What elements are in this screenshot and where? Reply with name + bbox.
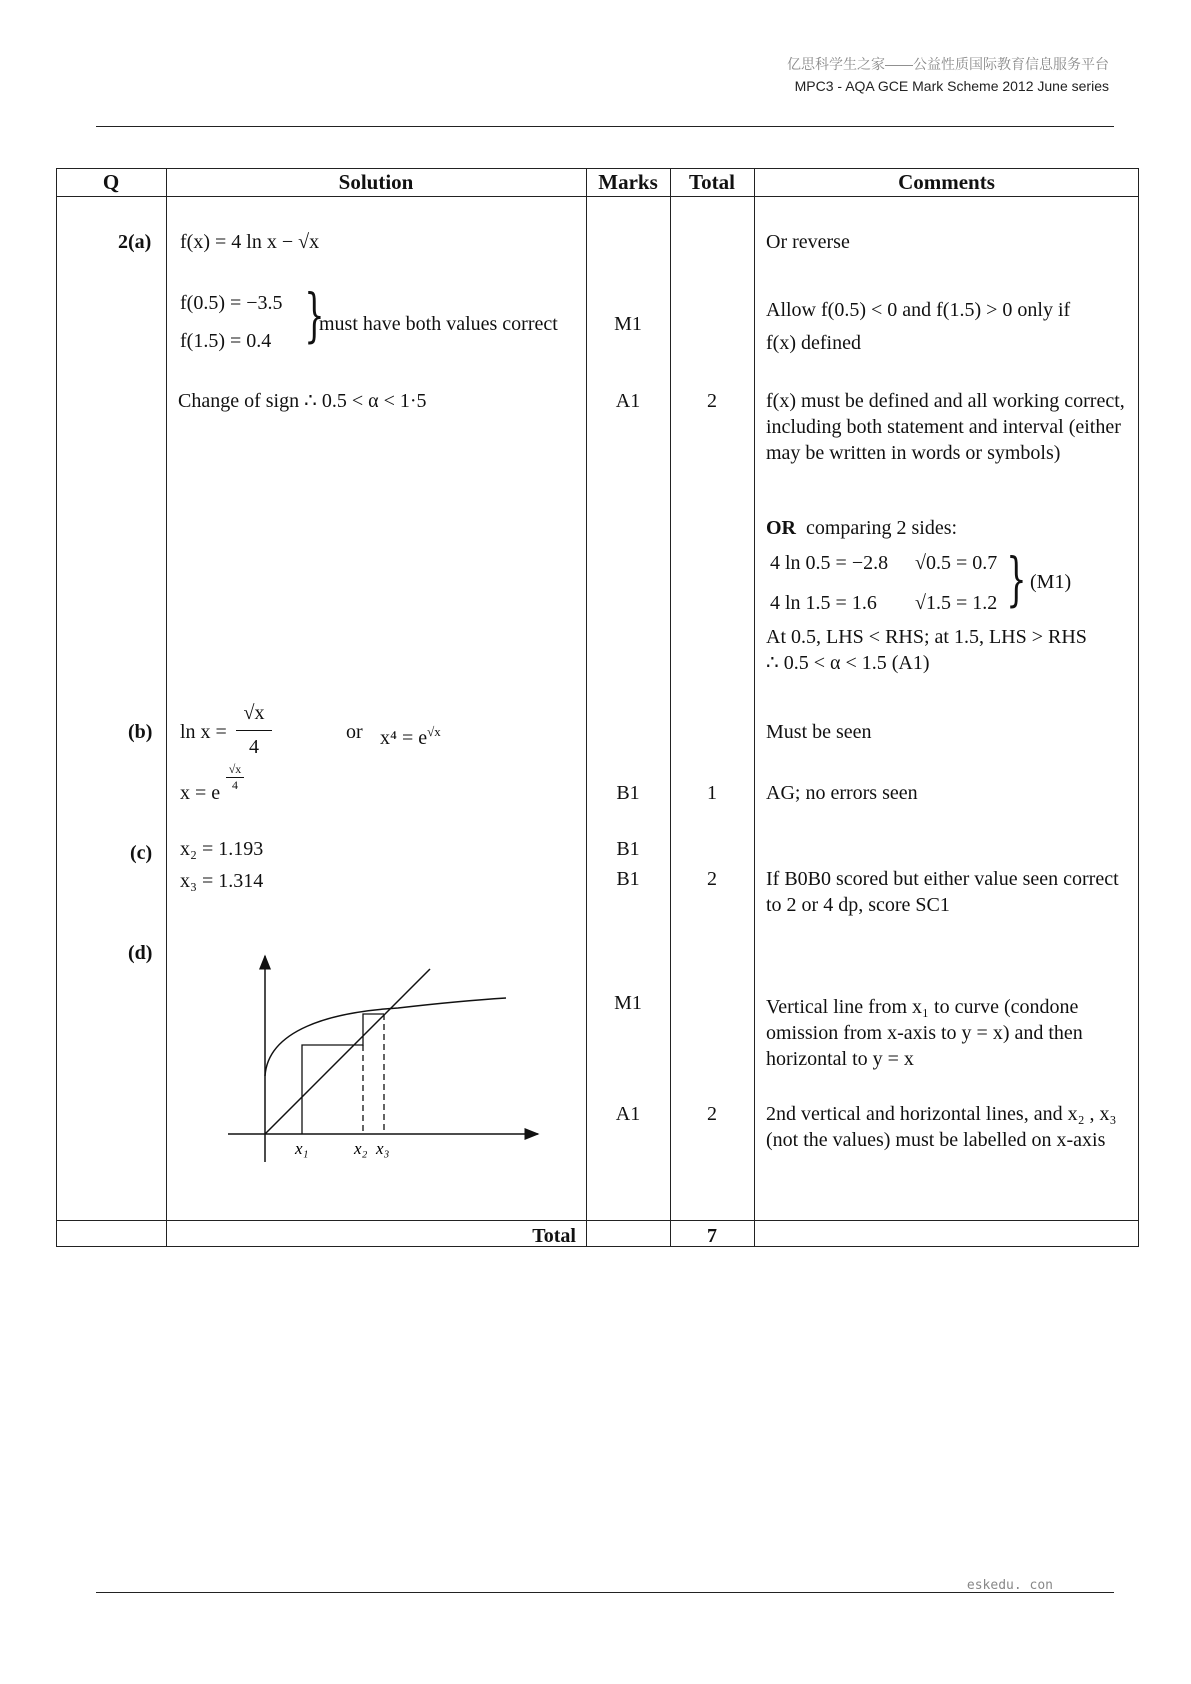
comment-a-or-text: comparing 2 sides: [806, 517, 958, 539]
comment-b-2: AG; no errors seen [766, 782, 918, 804]
comment-a-lhs-05: 4 ln 0.5 = −2.8 [770, 552, 889, 574]
solution-a-value-1: f(0.5) = −3.5 [180, 292, 283, 314]
footer-site: eskedu. con [966, 1578, 1053, 1593]
or-keyword: OR [766, 517, 796, 539]
total-row-value: 7 [707, 1225, 717, 1247]
comment-d-2: 2nd vertical and horizontal lines, and x₂ , x₃ (not the values) must be labelled on x-axis [766, 1103, 1117, 1151]
comment-a-conclusion: ∴ 0.5 < α < 1.5 (A1) [766, 652, 930, 674]
question-b: (b) [128, 721, 153, 743]
question-c: (c) [130, 842, 153, 864]
solution-a-note: must have both values correct [319, 313, 558, 335]
header-solution: Solution [338, 170, 414, 194]
header-comments: Comments [898, 170, 995, 194]
header-marks: Marks [598, 170, 658, 194]
comment-a-rhs-15: √1.5 = 1.2 [915, 592, 998, 614]
comment-b-1: Must be seen [766, 721, 872, 743]
solution-b-result: x = e [180, 782, 221, 804]
header-row-divider [56, 196, 1139, 197]
comment-a-rhs-05: √0.5 = 0.7 [915, 552, 998, 574]
question-d: (d) [128, 942, 153, 964]
solution-b-alt-base: x⁴ = e [380, 727, 428, 749]
solution-b-numerator: √x [243, 702, 265, 724]
line-y-equals-x [265, 969, 430, 1134]
document-title: MPC3 - AQA GCE Mark Scheme 2012 June series [794, 78, 1109, 94]
solution-b-alt [380, 719, 441, 751]
right-brace-icon: } [304, 281, 325, 349]
comment-a-m1: (M1) [1030, 571, 1072, 593]
fraction-bar [236, 730, 272, 731]
comment-a-or-line [766, 515, 957, 541]
total-d: 2 [707, 1103, 717, 1125]
solution-b-or: or [346, 721, 363, 743]
solution-a-conclusion: Change of sign ∴ 0.5 < α < 1·5 [178, 390, 427, 412]
comment-d-1: Vertical line from x₁ to curve (condone omission from x-axis to y = x) and then horizontal to y = x [766, 996, 1083, 1070]
mark-a-a1: A1 [615, 390, 641, 412]
solution-c-x3: x₃ = 1.314 [180, 870, 264, 892]
solution-c-x2: x₂ = 1.193 [180, 838, 264, 860]
mark-d-a1: A1 [615, 1103, 641, 1125]
comment-a-2a: Allow f(0.5) < 0 and f(1.5) > 0 only if [766, 299, 1071, 321]
comment-a-2b: f(x) defined [766, 332, 861, 354]
col-divider [754, 168, 755, 1247]
x3-label: x₃ [376, 1139, 390, 1158]
total-row-divider [56, 1220, 1139, 1221]
solution-b-denominator: 4 [249, 736, 259, 758]
mark-c-b1: B1 [616, 838, 640, 860]
mark-a-m1: M1 [614, 313, 642, 335]
total-b: 1 [707, 782, 717, 804]
header-total: Total [689, 170, 735, 194]
total-c: 2 [707, 868, 717, 890]
col-divider [670, 168, 671, 1247]
comment-a-3: f(x) must be defined and all working correct, including both statement and interval (either may be written in words or symbols) [766, 390, 1125, 464]
bottom-rule [96, 1592, 1114, 1593]
staircase-path [302, 1014, 384, 1134]
question-2a: 2(a) [118, 231, 152, 253]
solution-b-alt-exponent: √x [427, 724, 441, 739]
header-q: Q [102, 170, 120, 194]
right-brace-icon: } [1006, 545, 1027, 613]
solution-a-value-2: f(1.5) = 0.4 [180, 330, 272, 352]
mark-b-b1: B1 [616, 782, 640, 804]
solution-b-exp-denominator: 4 [232, 778, 238, 792]
comment-a-lhs-15: 4 ln 1.5 = 1.6 [770, 592, 877, 614]
col-divider [166, 168, 167, 1247]
cobweb-staircase-diagram [220, 950, 550, 1170]
mark-c-b1: B1 [616, 868, 640, 890]
total-a: 2 [707, 390, 717, 412]
total-row-label: Total [532, 1225, 576, 1247]
comment-a-compare: At 0.5, LHS < RHS; at 1.5, LHS > RHS [766, 626, 1087, 648]
mark-d-m1: M1 [614, 992, 642, 1014]
comment-a-1: Or reverse [766, 231, 850, 253]
site-banner: 亿思科学生之家——公益性质国际教育信息服务平台 [787, 56, 1109, 72]
comment-c-1: If B0B0 scored but either value seen correct to 2 or 4 dp, score SC1 [766, 868, 1119, 916]
x1-label: x₁ [295, 1139, 309, 1158]
x2-label: x₂ [354, 1139, 368, 1158]
solution-b-exp-numerator: √x [228, 762, 242, 776]
top-rule [96, 126, 1114, 127]
solution-b-lhs: ln x = [180, 721, 227, 743]
curve [265, 998, 506, 1076]
solution-a-function: f(x) = 4 ln x − √x [180, 231, 320, 253]
